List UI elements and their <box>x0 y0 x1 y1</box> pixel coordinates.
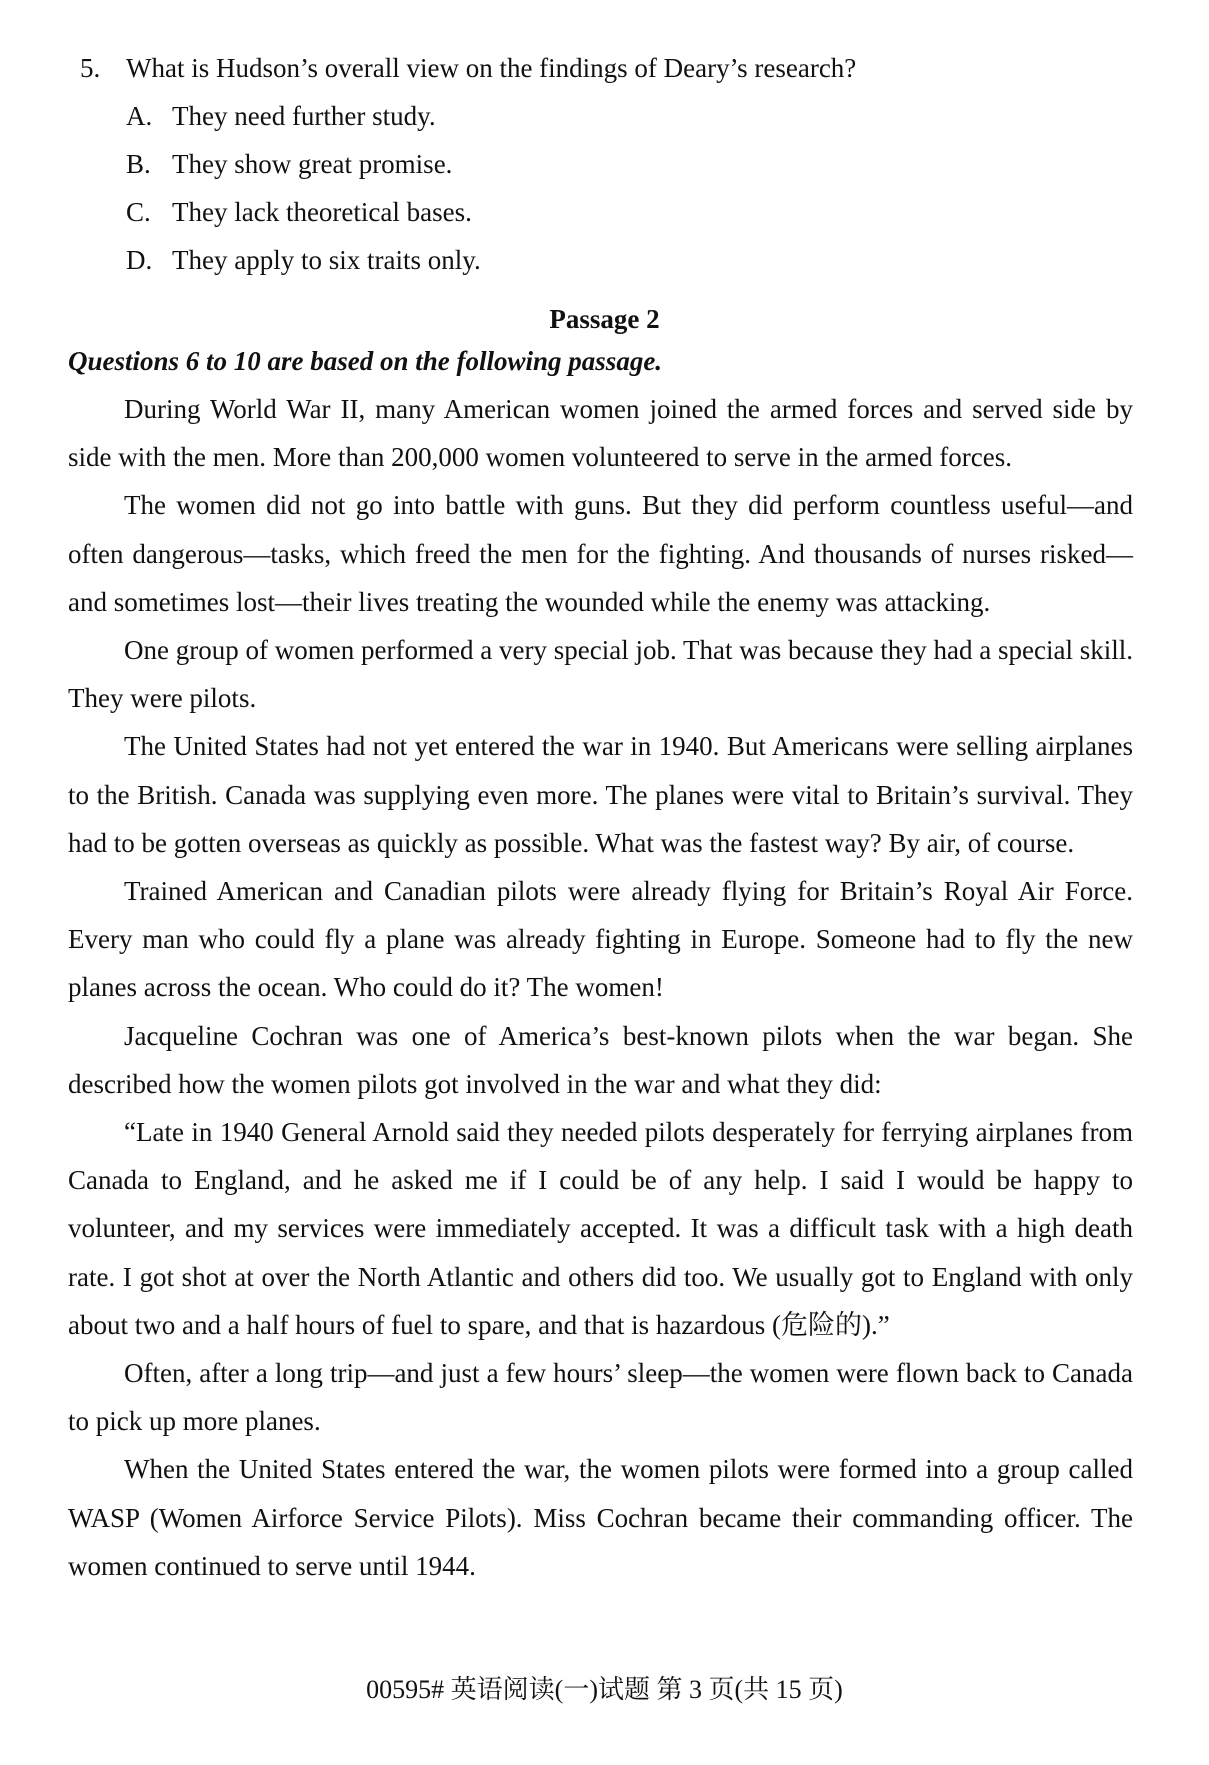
option-text: They lack theoretical bases. <box>172 197 472 227</box>
option-letter: A. <box>126 101 153 131</box>
option-c <box>80 188 1140 236</box>
option-b <box>80 140 1140 188</box>
paragraph-6: Jacqueline Cochran was one of America’s best-known pilots when the war began. She described how the women pilots got involved in the war and what they did: <box>68 1020 1133 1099</box>
paragraph-9: When the United States entered the war, the women pilots were formed into a group called WASP (Women Airforce Service Pilots). Miss Cochran became their commanding officer. The women continued to serve until 1944. <box>68 1454 1133 1581</box>
option-text: They need further study. <box>172 101 436 131</box>
passage-instructions: Questions 6 to 10 are based on the following passage. <box>68 346 663 376</box>
option-a <box>80 92 1140 140</box>
question-text: What is Hudson’s overall view on the findings of Deary’s research? <box>126 53 857 83</box>
option-text: They show great promise. <box>172 149 453 179</box>
paragraph-1: During World War II, many American women joined the armed forces and served side by side with the men. More than 200,000 women volunteered to serve in the armed forces. <box>68 394 1133 473</box>
question-number: 5. <box>80 53 101 83</box>
passage-body <box>68 385 1133 1590</box>
option-letter: C. <box>126 197 151 227</box>
paragraph-8: Often, after a long trip—and just a few hours’ sleep—the women were flown back to Canada to pick up more planes. <box>68 1358 1133 1437</box>
question-5 <box>80 44 1140 284</box>
option-d <box>80 236 1140 284</box>
paragraph-5: Trained American and Canadian pilots were already flying for Britain’s Royal Air Force. Every man who could fly a plane was already fighting in Europe. Someone had to fly the new planes across the ocean. Who could do it? The women! <box>68 876 1133 1003</box>
paragraph-3: One group of women performed a very special job. That was because they had a special skill. They were pilots. <box>68 635 1133 714</box>
paragraph-4: The United States had not yet entered the war in 1940. But Americans were selling airplanes to the British. Canada was supplying even more. The planes were vital to Britain’s survival. They had to be gotten overseas as quickly as possible. What was the fastest way? By air, of course. <box>68 731 1133 858</box>
option-letter: B. <box>126 149 151 179</box>
page-footer: 00595# 英语阅读(一)试题 第 3 页(共 15 页) <box>366 1675 843 1704</box>
question-stem <box>80 44 1140 92</box>
paragraph-7-quote: “Late in 1940 General Arnold said they needed pilots desperately for ferrying airplanes from Canada to England, and he asked me if I could be of any help. I said I would be happy to volunteer, and my services were immediately accepted. It was a difficult task with a high death rate. I got shot at over the North Atlantic and others did too. We usually got to England with only about two and a half hours of fuel to spare, and that is hazardous (危险的).” <box>68 1117 1133 1340</box>
passage-title: Passage 2 <box>549 304 660 334</box>
option-letter: D. <box>126 245 153 275</box>
paragraph-2: The women did not go into battle with guns. But they did perform countless useful—and often dangerous—tasks, which freed the men for the fighting. And thousands of nurses risked—and sometimes lost—their lives treating the wounded while the enemy was attacking. <box>68 490 1133 617</box>
option-text: They apply to six traits only. <box>172 245 481 275</box>
